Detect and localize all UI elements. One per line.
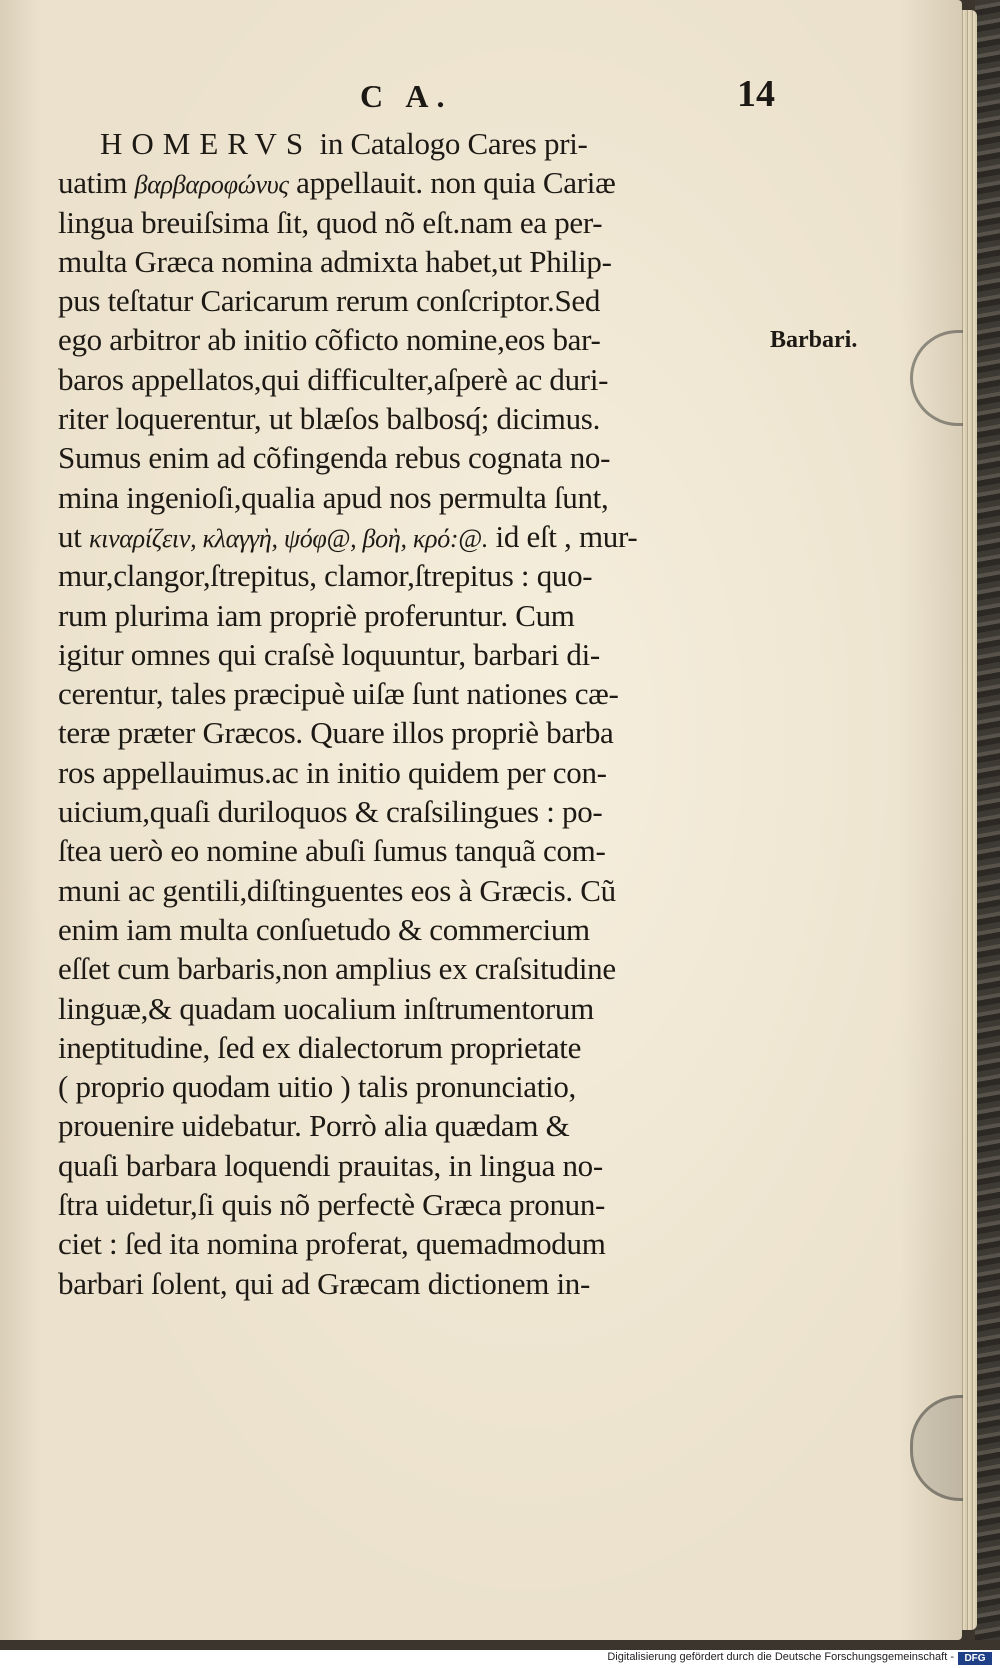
text-line bbox=[58, 438, 760, 477]
line-text: quaſi barbara loquendi prauitas, in lingua no- bbox=[58, 1147, 603, 1183]
text-line bbox=[58, 674, 760, 713]
text-line bbox=[58, 1264, 760, 1303]
line-text: enim iam multa conſuetudo & commercium bbox=[58, 911, 590, 947]
line-text: ut bbox=[58, 518, 89, 554]
text-line bbox=[58, 1106, 760, 1145]
text-line bbox=[58, 792, 760, 831]
greek-text: βαρβαροφώνυς bbox=[134, 170, 289, 200]
text-line bbox=[58, 242, 760, 281]
line-text: ſtea uerò eo nomine abuſi ſumus tanquã com- bbox=[58, 833, 606, 869]
small-caps-name: HOMERVS bbox=[100, 126, 313, 161]
line-text: mur,clangor,ſtrepitus, clamor,ſtrepitus : quo- bbox=[58, 558, 593, 594]
marginal-note: Barbari. bbox=[770, 327, 858, 353]
greek-text: κιναρίζειν, κλαγγὴ, ψόφ@, βοὴ, κρό:@. bbox=[88, 523, 489, 553]
credit-text: Digitalisierung gefördert durch die Deutsche Forschungsgemeinschaft - bbox=[607, 1651, 954, 1663]
line-text: Sumus enim ad cõfingenda rebus cognata no- bbox=[58, 440, 611, 476]
text-line bbox=[58, 949, 760, 988]
line-text: teræ præter Græcos. Quare illos propriè barba bbox=[58, 715, 614, 751]
line-text: prouenire uidebatur. Porrò alia quædam & bbox=[58, 1108, 570, 1144]
text-line bbox=[58, 556, 760, 595]
line-text: id eſt , mur- bbox=[488, 518, 638, 554]
line-text: baros appellatos,qui difficulter,aſperè ac duri- bbox=[58, 361, 609, 397]
text-line bbox=[58, 713, 760, 752]
line-text: ego arbitror ab initio cõfictо nomine,eos bar- bbox=[58, 322, 601, 358]
text-line bbox=[58, 203, 760, 242]
line-text: eſſet cum barbaris,non amplius ex craſsitudine bbox=[58, 951, 616, 987]
line-text: barbari ſolent, qui ad Græcam dictionem in- bbox=[58, 1265, 591, 1301]
text-line bbox=[58, 1146, 760, 1185]
body-text bbox=[58, 124, 760, 1303]
book-cover-board bbox=[975, 0, 1000, 1640]
dfg-logo: DFG bbox=[958, 1652, 992, 1665]
text-line bbox=[58, 831, 760, 870]
line-text: pus teſtatur Caricarum rerum conſcriptor.Sed bbox=[58, 283, 601, 319]
line-text: mina ingenioſi,qualia apud nos permulta ſunt, bbox=[58, 479, 609, 515]
line-text: cerentur, tales præcipuè uiſæ ſunt nationes cæ- bbox=[58, 676, 619, 712]
line-text: ros appellauimus.ac in initio quidem per con- bbox=[58, 754, 607, 790]
text-line bbox=[58, 399, 760, 438]
text-line bbox=[58, 1067, 760, 1106]
line-text: lingua breuiſsima ſit, quod nõ eſt.nam ea per- bbox=[58, 204, 603, 240]
line-text: ( proprio quodam uitio ) talis pronunciatio, bbox=[58, 1069, 577, 1105]
line-text: riter loquerentur, ut blæſos balbosq́; dicimus. bbox=[58, 401, 601, 437]
book-clamp-top bbox=[910, 330, 963, 426]
line-text: multa Græca nomina admixta habet,ut Philip- bbox=[58, 243, 612, 279]
line-text: uicium,quaſi duriloquos & craſsilingues : po- bbox=[58, 794, 603, 830]
line-text: ineptitudine, ſed ex dialectorum proprietate bbox=[58, 1029, 582, 1065]
line-text: ciet : ſed ita nomina proferat, quemadmodum bbox=[58, 1226, 606, 1262]
line-text: in Catalogo Cares pri- bbox=[312, 126, 588, 161]
text-line bbox=[58, 1224, 760, 1263]
text-line bbox=[58, 635, 760, 674]
page-number: 14 bbox=[737, 73, 775, 115]
running-head: C A. bbox=[360, 78, 453, 114]
text-line bbox=[58, 871, 760, 910]
text-line bbox=[58, 753, 760, 792]
text-line bbox=[58, 989, 760, 1028]
text-line bbox=[58, 320, 760, 359]
line-text: muni ac gentili,diſtinguentes eos à Græcis. Cũ bbox=[58, 872, 616, 908]
credit-bar bbox=[0, 1650, 1000, 1668]
text-line bbox=[58, 163, 760, 202]
text-line bbox=[58, 596, 760, 635]
line-text: uatim bbox=[58, 165, 135, 201]
line-text: appellauit. non quia Cariæ bbox=[288, 165, 616, 201]
line-text: rum plurima iam propriè proferuntur. Cum bbox=[58, 597, 575, 633]
book-clamp-bottom bbox=[910, 1395, 963, 1501]
text-line bbox=[58, 360, 760, 399]
text-line bbox=[58, 1028, 760, 1067]
text-line bbox=[58, 517, 760, 556]
text-line bbox=[58, 124, 760, 163]
text-line bbox=[58, 478, 760, 517]
text-line bbox=[58, 281, 760, 320]
line-text: igitur omnes qui craſsè loquuntur, barbari di- bbox=[58, 636, 600, 672]
text-line bbox=[58, 910, 760, 949]
line-text: linguæ,& quadam uocalium inſtrumentorum bbox=[58, 990, 594, 1026]
line-text: ſtra uidetur,ſi quis nõ perfectè Græca pronun- bbox=[58, 1187, 606, 1223]
text-line bbox=[58, 1185, 760, 1224]
